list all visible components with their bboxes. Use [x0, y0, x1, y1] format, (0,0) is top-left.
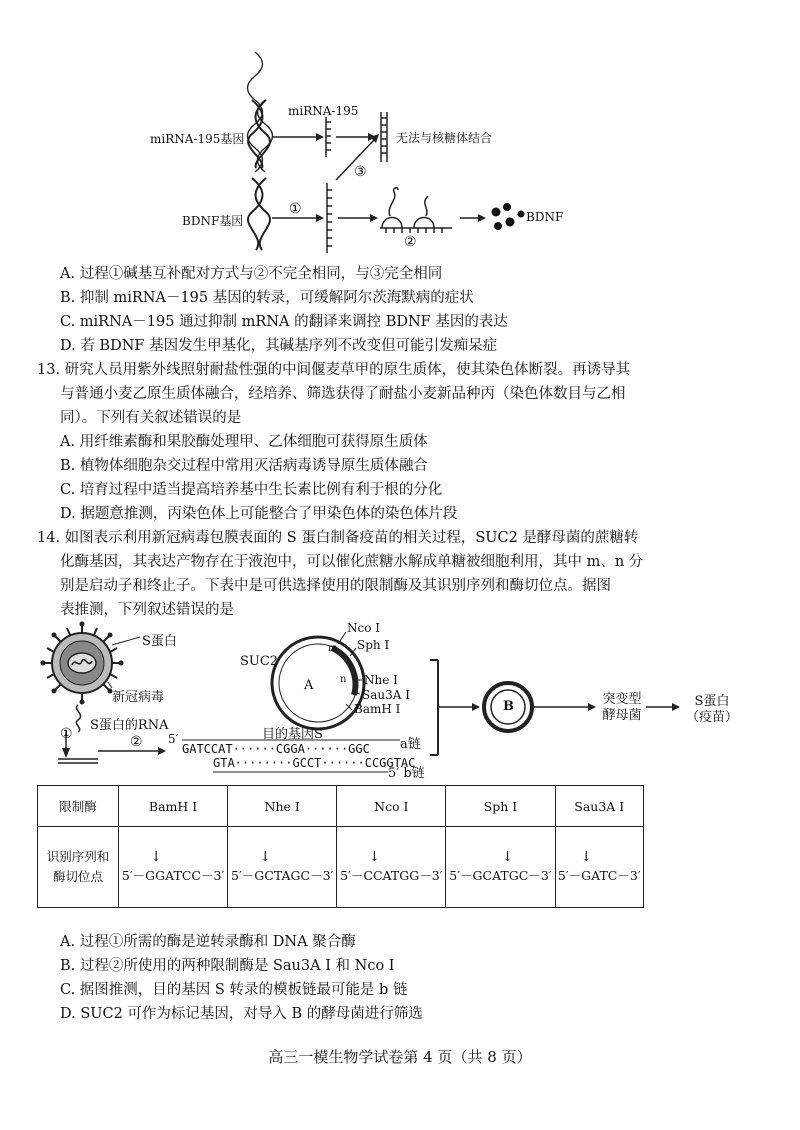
cut-arrow-icon: ↓ — [580, 849, 593, 865]
cut-arrow-icon: ↓ — [368, 849, 381, 865]
label-plasmid-b: B — [503, 699, 514, 714]
label-virus: 新冠病毒 — [112, 690, 165, 705]
enzyme-name-sau3a: Sau3A I — [555, 786, 644, 827]
cut-arrow-icon: ↓ — [259, 849, 272, 865]
bdnf-mrna-strand — [327, 183, 332, 253]
label-step-3: ③ — [354, 164, 367, 180]
strand-b-sequence: GTA········GCCT······CCGGTAC — [213, 756, 416, 770]
q12-option-d: D. 若 BDNF 基因发生甲基化，其碱基序列不改变但可能引发痴呆症 — [60, 338, 498, 354]
label-target-gene: 目的基因S — [262, 727, 323, 742]
cut-arrow-icon: ↓ — [501, 849, 514, 865]
label-d2-step1: ① — [60, 726, 73, 742]
label-s-rna: S蛋白的RNA — [90, 718, 169, 733]
label-strand-a: a链 — [400, 737, 421, 752]
sequence-nco-text: 5′－CCATGG－3′ — [340, 868, 443, 883]
q14-option-a: A. 过程①所需的酶是逆转录酶和 DNA 聚合酶 — [60, 934, 356, 950]
cut-arrow-icon: ↓ — [150, 849, 162, 865]
sequence-sau3a — [555, 827, 644, 908]
q14-option-b: B. 过程②所使用的两种限制酶是 Sau3A I 和 Nco I — [60, 958, 395, 974]
label-mutant-yeast: 突变型酵母菌 — [602, 692, 642, 723]
sequence-nhe — [228, 827, 337, 908]
label-vaccine-top: S蛋白 — [694, 694, 730, 709]
q13-option-d: D. 据题意推测，丙染色体上可能整合了甲染色体的染色体片段 — [60, 506, 458, 522]
enzyme-name-sph: Sph I — [446, 786, 555, 827]
label-site-bamh: BamH I — [354, 702, 401, 716]
label-s-protein: S蛋白 — [142, 634, 177, 649]
label-site-sau3a: Sau3A I — [362, 688, 410, 702]
restriction-enzyme-table — [37, 785, 644, 908]
label-bdnf-gene: BDNF基因 — [182, 214, 244, 228]
mirna-mrna-complex — [381, 112, 387, 162]
plasmid-a — [272, 637, 364, 729]
enzyme-name-nco: Nco I — [337, 786, 446, 827]
rna-strand-wavy — [76, 705, 80, 732]
bdnf-protein-dots — [492, 203, 525, 230]
sequence-sph-text: 5′－GCATGC－3′ — [449, 868, 552, 883]
sequence-nco — [337, 827, 446, 908]
table-header-label: 限制酶 — [38, 786, 119, 827]
q14-stem-line-1: 14. 如图表示利用新冠病毒包膜表面的 S 蛋白制备疫苗的相关过程，SUC2 是酵母菌的蔗糖转 — [37, 530, 639, 546]
label-five-prime-a: 5′ — [168, 732, 179, 746]
label-no-ribosome-binding: 无法与核糖体结合 — [396, 131, 493, 145]
sequence-sph — [446, 827, 555, 908]
bdnf-gene-helix — [248, 178, 270, 250]
big-bracket — [430, 660, 438, 755]
mirna-strand — [326, 117, 331, 157]
enzyme-name-nhe: Nhe I — [228, 786, 337, 827]
q13-stem-line-2: 与普通小麦乙原生质体融合，经培养、筛选获得了耐盐小麦新品种丙（染色体数目与乙相 — [60, 386, 626, 402]
label-d2-step2: ② — [130, 734, 143, 750]
table-header-row — [38, 786, 644, 827]
label-site-nhe: Nhe I — [364, 673, 398, 687]
label-mirna: miRNA-195 — [288, 104, 359, 118]
q14-option-c: C. 据图推测，目的基因 S 转录的模板链最可能是 b 链 — [60, 982, 408, 998]
q14-stem-line-3: 别是启动子和终止子。下表中是可供选择使用的限制酶及其识别序列和酶切位点。据图 — [60, 578, 611, 594]
sequence-bamh-text: 5′－GGATCC－3′ — [121, 868, 225, 883]
label-bdnf: BDNF — [526, 210, 564, 224]
q12-option-b: B. 抑制 miRNA－195 基因的转录，可缓解阿尔茨海默病的症状 — [60, 290, 474, 306]
q14-stem-line-2: 化酶基因，其表达产物存在于液泡中，可以催化蔗糖水解成单糖被细胞利用，其中 m、n 分 — [60, 554, 644, 570]
label-step-2: ② — [404, 234, 417, 250]
translation-ribosomes — [380, 188, 452, 233]
sequence-bamh — [119, 827, 228, 908]
q13-stem-line-3: 同）。下列有关叙述错误的是 — [60, 410, 242, 426]
q12-option-c: C. miRNA－195 通过抑制 mRNA 的翻译来调控 BDNF 基因的表达 — [60, 314, 508, 330]
label-vaccine-bottom: （疫苗） — [685, 710, 738, 725]
strand-a-sequence: GATCCAT······CGGA······GGC — [182, 742, 370, 756]
sequence-nhe-text: 5′－GCTAGC－3′ — [231, 868, 334, 883]
label-plasmid-a: A — [304, 678, 314, 693]
label-site-sph: Sph I — [357, 638, 390, 652]
mirna-gene-helix — [248, 52, 273, 172]
label-strand-b: 5′ b链 — [388, 766, 425, 781]
table-row-label: 识别序列和酶切位点 — [38, 827, 119, 908]
q13-option-b: B. 植物体细胞杂交过程中常用灭活病毒诱导原生质体融合 — [60, 458, 428, 474]
enzyme-name-bamh: BamH I — [119, 786, 228, 827]
label-n-terminator: n — [340, 674, 347, 685]
label-step-1: ① — [289, 201, 302, 217]
label-site-nco: Nco I — [347, 621, 380, 635]
pointer-s-protein — [112, 637, 140, 645]
q14-option-d: D. SUC2 可作为标记基因，对导入 B 的酵母菌进行筛选 — [60, 1006, 423, 1022]
label-m-promoter: m — [328, 643, 338, 654]
label-mirna-gene: miRNA-195基因 — [150, 132, 245, 146]
mirna-gene-helix-2 — [248, 100, 270, 168]
q13-stem-line-1: 13. 研究人员用紫外线照射耐盐性强的中间偃麦草甲的原生质体，使其染色体断裂。再诱导其 — [37, 362, 631, 378]
page-footer: 高三一模生物学试卷第 4 页（共 8 页） — [268, 1048, 532, 1066]
table-sequence-row — [38, 827, 644, 908]
label-suc2: SUC2 — [240, 654, 279, 669]
sequence-sau3a-text: 5′－GATC－3′ — [557, 868, 641, 883]
q12-option-a: A. 过程①碱基互补配对方式与②不完全相同，与③完全相同 — [60, 266, 443, 282]
q13-option-a: A. 用纤维素酶和果胶酶处理甲、乙体细胞可获得原生质体 — [60, 434, 428, 450]
q13-option-c: C. 培育过程中适当提高培养基中生长素比例有利于根的分化 — [60, 482, 443, 498]
q14-stem-line-4: 表推测，下列叙述错误的是 — [60, 602, 234, 618]
